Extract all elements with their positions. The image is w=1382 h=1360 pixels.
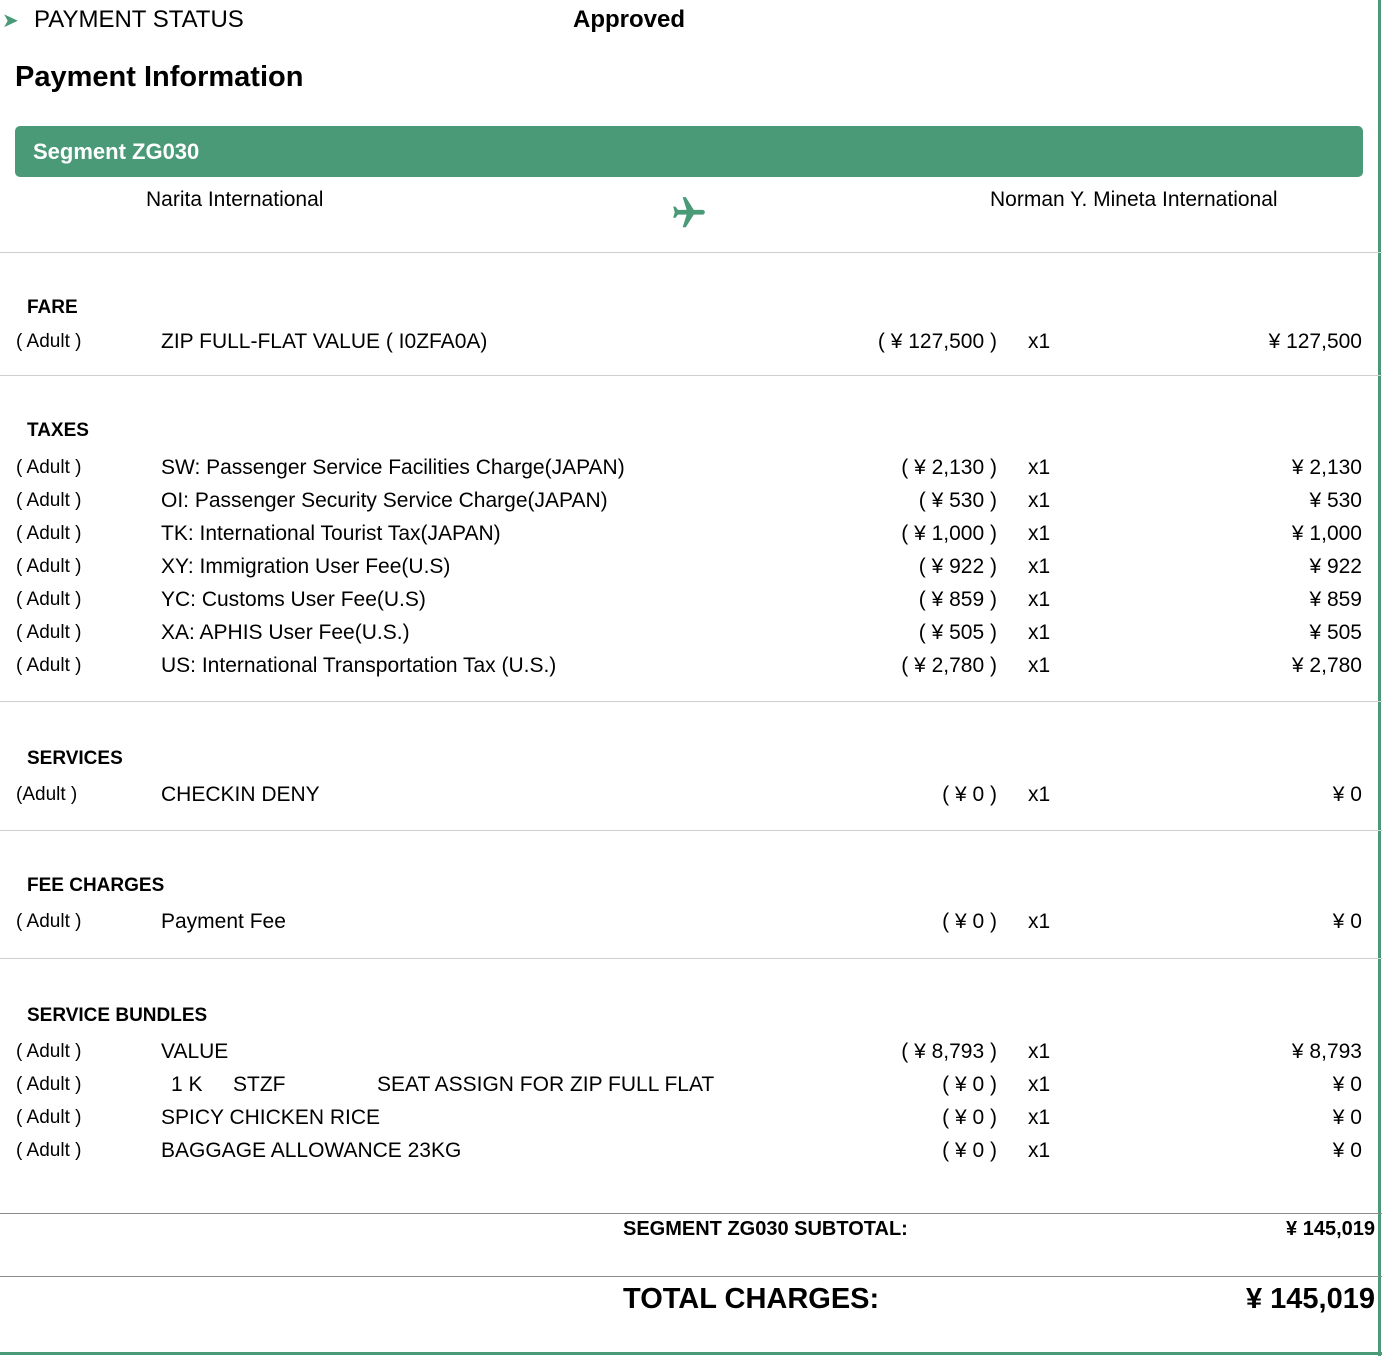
divider <box>0 830 1382 831</box>
line-total: ¥ 2,780 <box>1291 654 1362 677</box>
quantity: x1 <box>1028 1106 1051 1129</box>
seat-number: 1 K <box>171 1073 203 1096</box>
passenger-type: (Adult ) <box>16 784 78 805</box>
airplane-icon <box>670 194 708 237</box>
quantity: x1 <box>1028 783 1051 806</box>
section-title: TAXES <box>27 420 89 441</box>
unit-price: ( ¥ 922 ) <box>918 555 997 578</box>
charge-description: Payment Fee <box>161 910 286 933</box>
quantity: x1 <box>1028 654 1051 677</box>
unit-price: ( ¥ 2,780 ) <box>901 654 997 677</box>
passenger-type: ( Adult ) <box>16 523 82 544</box>
line-total: ¥ 127,500 <box>1268 330 1362 353</box>
quantity: x1 <box>1028 522 1051 545</box>
unit-price: ( ¥ 0 ) <box>942 1139 997 1162</box>
unit-price: ( ¥ 2,130 ) <box>901 456 997 479</box>
unit-price: ( ¥ 0 ) <box>942 1073 997 1096</box>
passenger-type: ( Adult ) <box>16 1041 82 1062</box>
line-total: ¥ 1,000 <box>1291 522 1362 545</box>
total-charges-value: ¥ 145,019 <box>1245 1283 1375 1315</box>
quantity: x1 <box>1028 456 1051 479</box>
line-total: ¥ 859 <box>1309 588 1362 611</box>
unit-price: ( ¥ 8,793 ) <box>901 1040 997 1063</box>
passenger-type: ( Adult ) <box>16 655 82 676</box>
charge-description: YC: Customs User Fee(U.S) <box>161 588 426 611</box>
frame-bottom-border <box>0 1352 1382 1355</box>
passenger-type: ( Adult ) <box>16 331 82 352</box>
divider <box>0 1276 1382 1277</box>
passenger-type: ( Adult ) <box>16 622 82 643</box>
charge-description: XA: APHIS User Fee(U.S.) <box>161 621 410 644</box>
payment-status-label: PAYMENT STATUS <box>34 6 244 33</box>
passenger-type: ( Adult ) <box>16 1107 82 1128</box>
line-total: ¥ 505 <box>1309 621 1362 644</box>
charge-description: SEAT ASSIGN FOR ZIP FULL FLAT <box>377 1073 715 1096</box>
line-total: ¥ 530 <box>1309 489 1362 512</box>
subtotal-label: SEGMENT ZG030 SUBTOTAL: <box>623 1218 908 1240</box>
passenger-type: ( Adult ) <box>16 1140 82 1161</box>
payment-status-value: Approved <box>573 6 686 33</box>
charge-description: US: International Transportation Tax (U.S.) <box>161 654 557 677</box>
segment-label: Segment ZG030 <box>33 139 200 164</box>
quantity: x1 <box>1028 1073 1051 1096</box>
unit-price: ( ¥ 0 ) <box>942 910 997 933</box>
charge-description: TK: International Tourist Tax(JAPAN) <box>161 522 501 545</box>
passenger-type: ( Adult ) <box>16 556 82 577</box>
quantity: x1 <box>1028 910 1051 933</box>
line-total: ¥ 0 <box>1332 783 1362 806</box>
section-title: FARE <box>27 297 78 318</box>
unit-price: ( ¥ 505 ) <box>918 621 997 644</box>
unit-price: ( ¥ 127,500 ) <box>877 330 997 353</box>
quantity: x1 <box>1028 1040 1051 1063</box>
total-charges-label: TOTAL CHARGES: <box>623 1283 880 1315</box>
divider <box>0 1213 1382 1214</box>
divider <box>0 958 1382 959</box>
passenger-type: ( Adult ) <box>16 911 82 932</box>
origin-airport: Narita International <box>146 188 324 211</box>
section-title: FEE CHARGES <box>27 875 165 896</box>
divider <box>0 375 1382 376</box>
destination-airport: Norman Y. Mineta International <box>990 188 1278 211</box>
page-title: Payment Information <box>15 61 304 93</box>
segment-header <box>15 126 1363 177</box>
service-code: STZF <box>233 1073 286 1096</box>
section-title: SERVICES <box>27 748 123 769</box>
charge-description: CHECKIN DENY <box>161 783 320 806</box>
divider <box>0 252 1382 253</box>
unit-price: ( ¥ 530 ) <box>918 489 997 512</box>
quantity: x1 <box>1028 555 1051 578</box>
charge-description: SPICY CHICKEN RICE <box>161 1106 380 1129</box>
line-total: ¥ 2,130 <box>1291 456 1362 479</box>
line-total: ¥ 8,793 <box>1291 1040 1362 1063</box>
frame-right-border <box>1378 0 1381 1356</box>
divider <box>0 701 1382 702</box>
passenger-type: ( Adult ) <box>16 490 82 511</box>
unit-price: ( ¥ 0 ) <box>942 1106 997 1129</box>
subtotal-value: ¥ 145,019 <box>1286 1218 1375 1240</box>
unit-price: ( ¥ 859 ) <box>918 588 997 611</box>
unit-price: ( ¥ 1,000 ) <box>901 522 997 545</box>
passenger-type: ( Adult ) <box>16 457 82 478</box>
quantity: x1 <box>1028 489 1051 512</box>
quantity: x1 <box>1028 330 1051 353</box>
quantity: x1 <box>1028 621 1051 644</box>
quantity: x1 <box>1028 588 1051 611</box>
line-total: ¥ 0 <box>1332 1139 1362 1162</box>
unit-price: ( ¥ 0 ) <box>942 783 997 806</box>
charge-description: ZIP FULL-FLAT VALUE ( I0ZFA0A) <box>161 330 488 353</box>
line-total: ¥ 0 <box>1332 1106 1362 1129</box>
quantity: x1 <box>1028 1139 1051 1162</box>
passenger-type: ( Adult ) <box>16 589 82 610</box>
line-total: ¥ 922 <box>1309 555 1362 578</box>
charge-description: OI: Passenger Security Service Charge(JAPAN) <box>161 489 608 512</box>
charge-description: SW: Passenger Service Facilities Charge(JAPAN) <box>161 456 625 479</box>
passenger-type: ( Adult ) <box>16 1074 82 1095</box>
charge-description: XY: Immigration User Fee(U.S) <box>161 555 451 578</box>
line-total: ¥ 0 <box>1332 1073 1362 1096</box>
section-title: SERVICE BUNDLES <box>27 1005 208 1026</box>
arrow-right-icon: ➤ <box>2 10 19 32</box>
line-total: ¥ 0 <box>1332 910 1362 933</box>
charge-description: VALUE <box>161 1040 229 1063</box>
charge-description: BAGGAGE ALLOWANCE 23KG <box>161 1139 462 1162</box>
